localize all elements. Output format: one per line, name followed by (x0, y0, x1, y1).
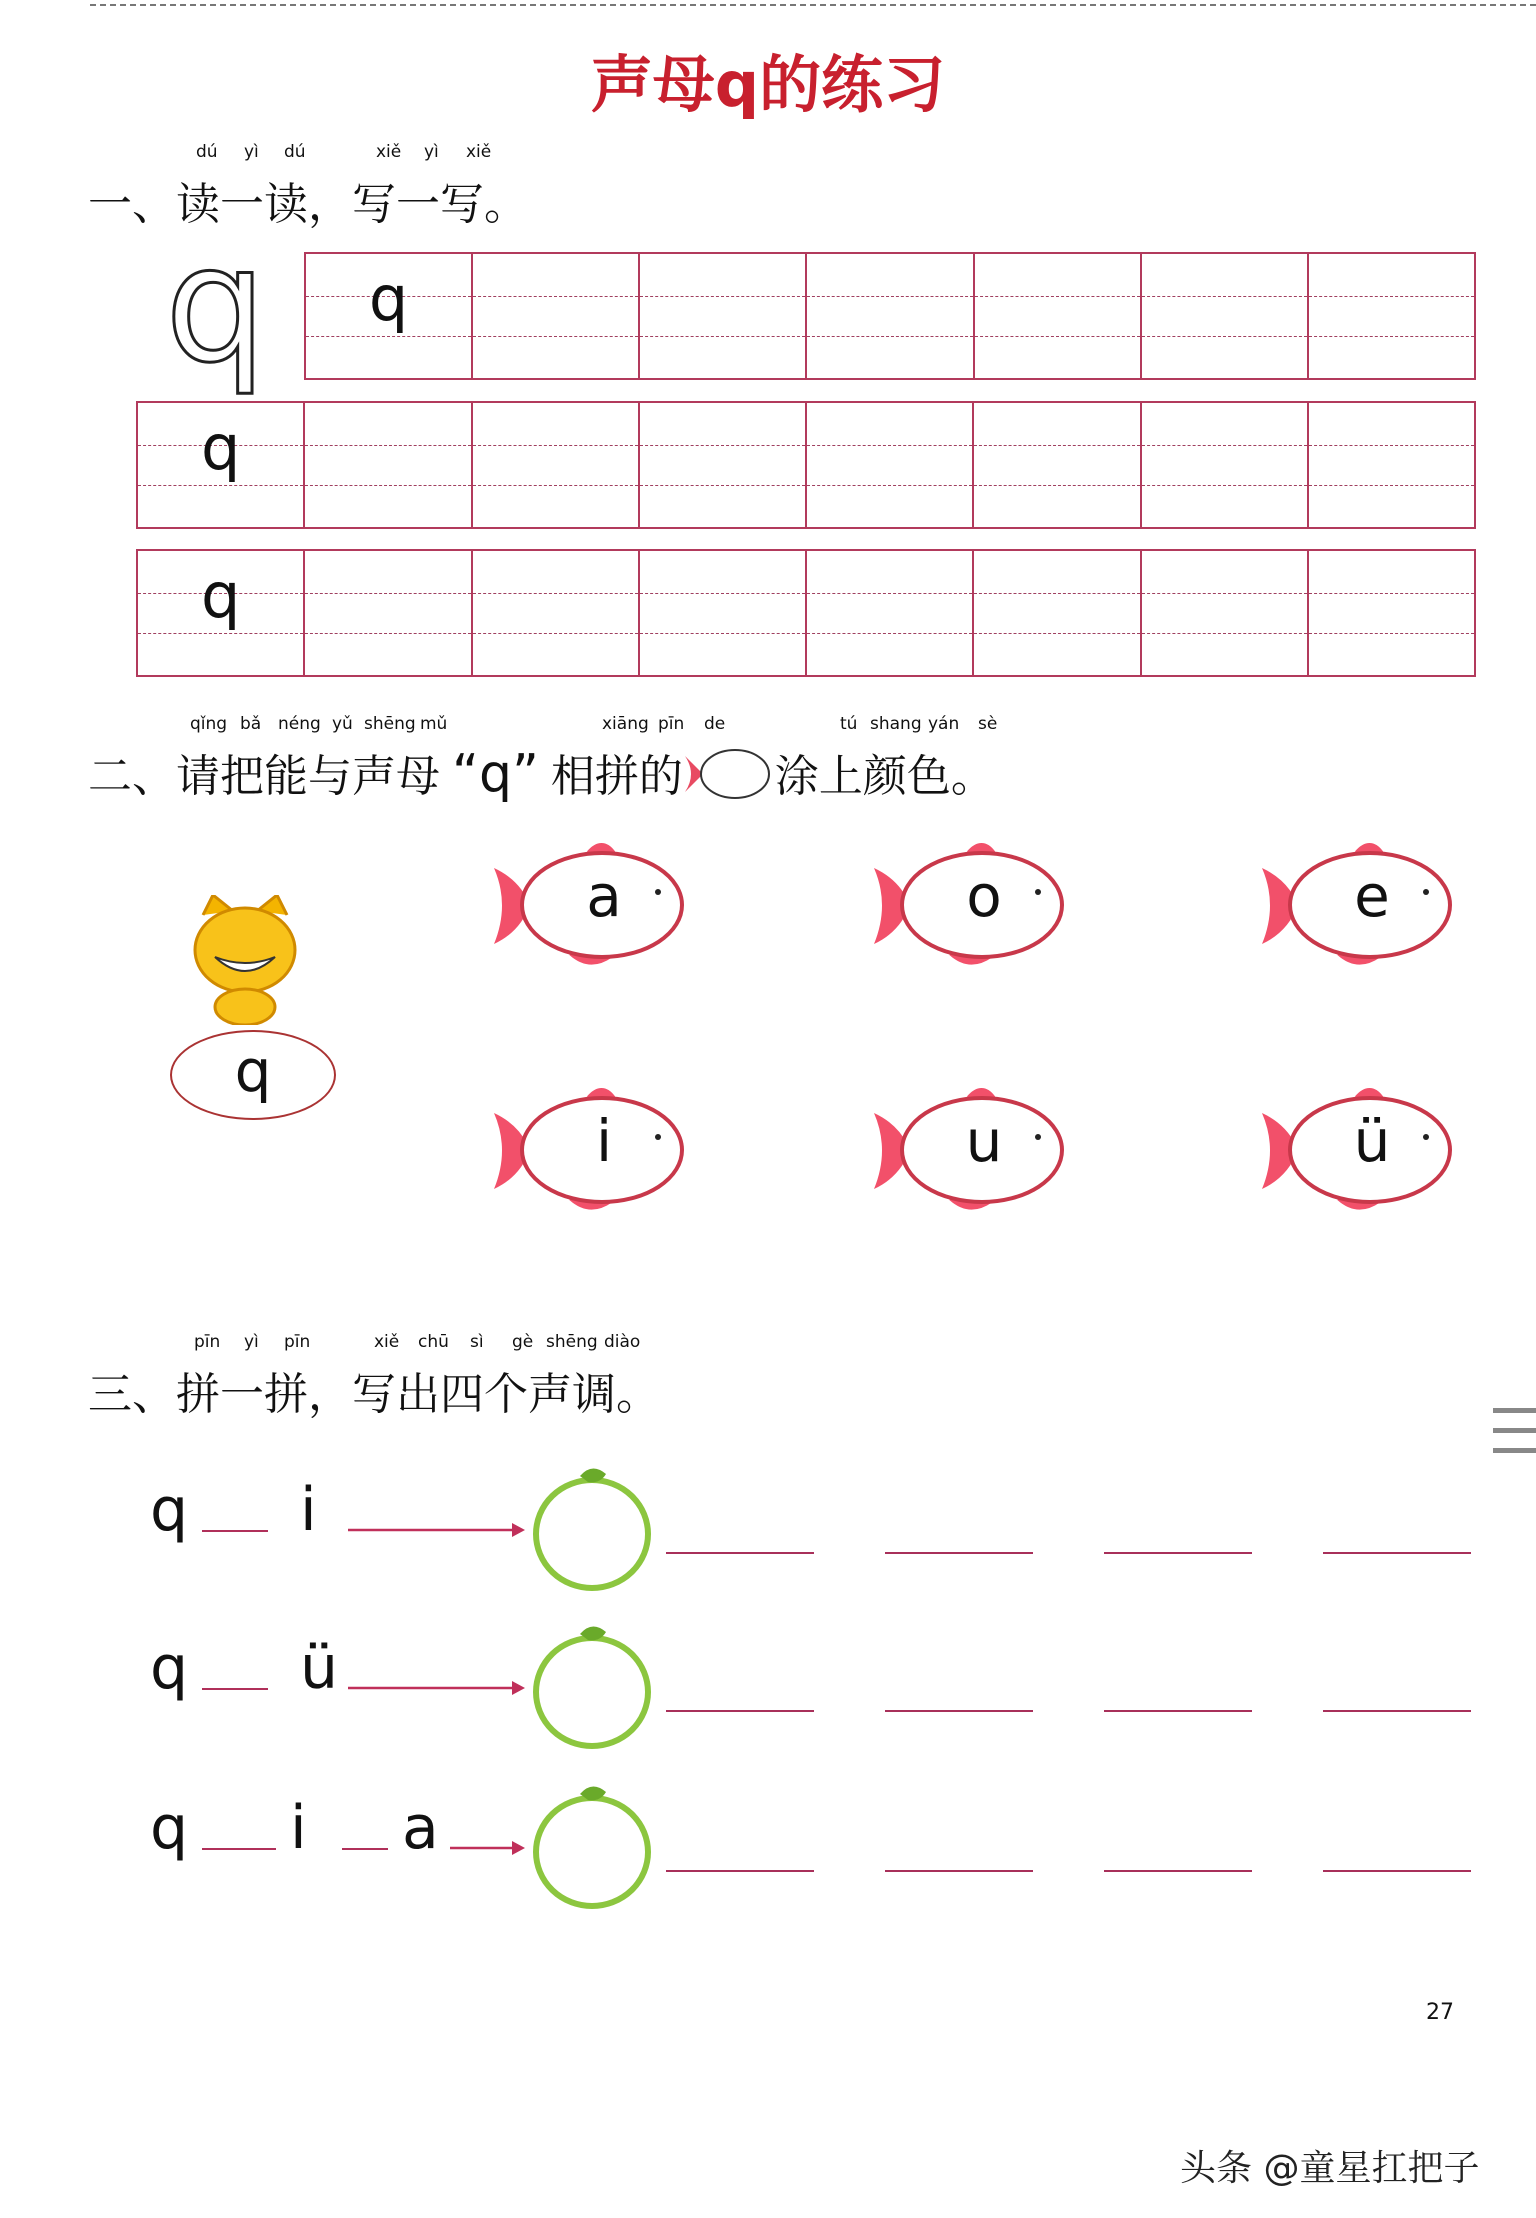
writing-cell[interactable] (305, 403, 472, 527)
pinyin: yì (244, 1332, 259, 1352)
writing-cell[interactable] (1309, 551, 1474, 675)
quoted-initial: “q” (452, 744, 539, 804)
apple-circle-icon (530, 1780, 655, 1910)
pinyin: de (704, 714, 726, 734)
answer-blank[interactable] (885, 1552, 1033, 1554)
fish-icon (683, 744, 775, 804)
pinyin: dú (284, 142, 306, 162)
stroke-order-letter: q (165, 211, 267, 398)
connector-line (342, 1848, 388, 1850)
fish-letter: e (1354, 862, 1390, 930)
writing-cell[interactable] (1142, 403, 1309, 527)
pinyin: pīn (284, 1332, 311, 1352)
answer-blank[interactable] (666, 1870, 814, 1872)
answer-blank[interactable] (666, 1710, 814, 1712)
fish-letter: ü (1353, 1107, 1391, 1175)
writing-cell[interactable] (473, 551, 640, 675)
pinyin: dú (196, 142, 218, 162)
answer-blank[interactable] (1323, 1552, 1471, 1554)
writing-cell[interactable] (473, 254, 640, 378)
section3-label: 三、拼一拼，写出四个声调。 (88, 1369, 660, 1420)
writing-grid-row (136, 549, 1476, 677)
writing-cell[interactable] (306, 254, 473, 378)
answer-blank[interactable] (1104, 1710, 1252, 1712)
menu-icon[interactable] (1493, 1408, 1536, 1460)
apple-circle-icon (530, 1462, 655, 1592)
syllable-part: q (150, 1633, 189, 1703)
pinyin: shēng (364, 714, 416, 734)
writing-cell[interactable] (305, 551, 472, 675)
fish-letter: a (586, 862, 622, 930)
connector-line (202, 1688, 268, 1690)
writing-cell[interactable] (1309, 403, 1474, 527)
section1-label: 一、读一读，写一写。 (88, 179, 528, 230)
pinyin: bǎ (240, 714, 262, 734)
fish-letter: o (966, 862, 1002, 930)
writing-cell[interactable] (1309, 254, 1474, 378)
answer-blank[interactable] (1104, 1552, 1252, 1554)
arrow-icon (348, 1520, 525, 1540)
pinyin: yán (928, 714, 960, 734)
writing-cell[interactable] (138, 403, 305, 527)
writing-cell[interactable] (807, 254, 974, 378)
syllable-part: i (290, 1793, 307, 1863)
fish-option[interactable] (870, 1085, 1070, 1215)
apple-circle-icon (530, 1620, 655, 1750)
pinyin: yǔ (332, 714, 353, 734)
pinyin: shang (870, 714, 922, 734)
cat-icon (185, 895, 305, 1025)
writing-cell[interactable] (640, 254, 807, 378)
writing-cell[interactable] (473, 403, 640, 527)
pinyin: diào (604, 1332, 641, 1352)
pinyin: sì (470, 1332, 484, 1352)
pinyin: xiāng (602, 714, 649, 734)
writing-cell[interactable] (138, 551, 305, 675)
pinyin: mǔ (420, 714, 448, 734)
syllable-part: ü (300, 1633, 339, 1703)
pinyin: yì (244, 142, 259, 162)
writing-cell[interactable] (640, 403, 807, 527)
guide-letter: q (368, 262, 409, 335)
connector-line (202, 1848, 276, 1850)
pinyin: yì (424, 142, 439, 162)
writing-grid-row (136, 401, 1476, 529)
fish-option[interactable] (870, 840, 1070, 970)
writing-cell[interactable] (975, 254, 1142, 378)
fish-letter: i (595, 1107, 613, 1175)
syllable-part: q (150, 1793, 189, 1863)
syllable-part: a (402, 1793, 439, 1863)
section2-heading (88, 714, 998, 804)
pinyin: pīn (194, 1332, 221, 1352)
fish-option[interactable] (1258, 840, 1458, 970)
pinyin: xiě (374, 1332, 400, 1352)
guide-letter: q (200, 559, 241, 632)
initial-oval: q (170, 1030, 336, 1120)
pinyin: sè (978, 714, 998, 734)
answer-blank[interactable] (885, 1710, 1033, 1712)
fish-option[interactable] (490, 840, 690, 970)
pinyin: néng (278, 714, 321, 734)
pinyin: xiě (466, 142, 492, 162)
section2-label: 二、请把能与声母 (88, 751, 440, 802)
pinyin: tú (840, 714, 858, 734)
section1-heading (88, 142, 528, 232)
writing-cell[interactable] (1142, 551, 1309, 675)
section2-label: 相拼的 (550, 751, 683, 802)
writing-cell[interactable] (974, 551, 1141, 675)
guide-letter: q (200, 411, 241, 484)
connector-line (202, 1530, 268, 1532)
answer-blank[interactable] (885, 1870, 1033, 1872)
answer-blank[interactable] (666, 1552, 814, 1554)
answer-blank[interactable] (1104, 1870, 1252, 1872)
writing-cell[interactable] (640, 551, 807, 675)
writing-cell[interactable] (807, 551, 974, 675)
section2-label: 涂上颜色。 (774, 751, 995, 802)
syllable-part: q (150, 1475, 189, 1545)
fish-letter: u (965, 1107, 1003, 1175)
pinyin: gè (512, 1332, 534, 1352)
answer-blank[interactable] (1323, 1870, 1471, 1872)
section3-heading (88, 1332, 660, 1422)
pinyin: xiě (376, 142, 402, 162)
syllable-part: i (300, 1475, 317, 1545)
arrow-icon (450, 1838, 525, 1858)
page-number: 27 (1426, 2000, 1454, 2025)
writing-cell[interactable] (807, 403, 974, 527)
writing-cell[interactable] (1142, 254, 1309, 378)
writing-grid-row (304, 252, 1476, 380)
writing-cell[interactable] (974, 403, 1141, 527)
page-title: 声母q的练习 (590, 48, 946, 121)
top-dashed-line (90, 4, 1536, 6)
pinyin: pīn (658, 714, 685, 734)
fish-option[interactable] (490, 1085, 690, 1215)
watermark: 头条 @童星扛把子 (1180, 2148, 1480, 2189)
arrow-icon (348, 1678, 525, 1698)
answer-blank[interactable] (1323, 1710, 1471, 1712)
pinyin: shēng (546, 1332, 598, 1352)
pinyin: qǐng (190, 714, 228, 734)
pinyin: chū (418, 1332, 449, 1352)
fish-option[interactable] (1258, 1085, 1458, 1215)
